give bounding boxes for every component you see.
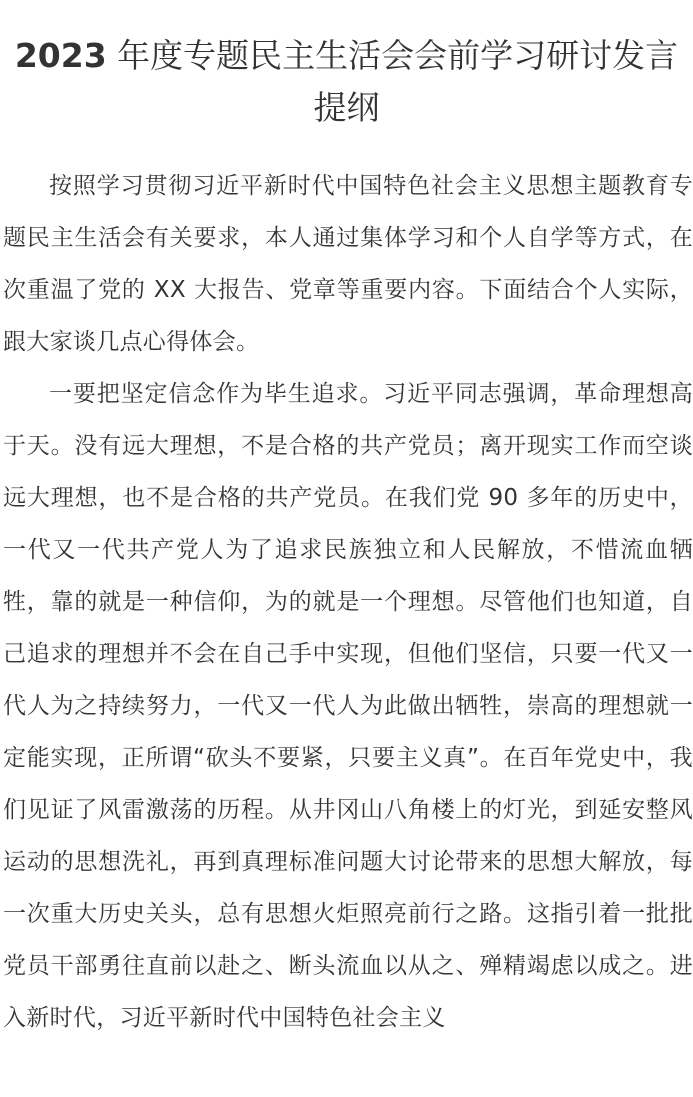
document-body <box>0 160 693 1044</box>
paragraph-intro: 按照学习贯彻习近平新时代中国特色社会主义思想主题教育专题民主生活会有关要求，本人通过集体学习和个人自学等方式，在次重温了党的 XX 大报告、党章等重要内容。下面结合个人实际，跟大家谈几点心得体会。 <box>3 173 693 355</box>
document-title <box>0 0 693 134</box>
title-year: 2023 <box>14 36 107 75</box>
paragraph-ideals: 一要把坚定信念作为毕生追求。习近平同志强调，革命理想高于天。没有远大理想，不是合格的共产党员；离开现实工作而空谈远大理想，也不是合格的共产党员。在我们党 90 多年的历史中，一代又一代共产党人为了追求民族独立和人民解放，不惜流血牺牲，靠的就是一种信仰，为的就是一个理想。尽管他们也知道，自己追求的理想并不会在自己手中实现，但他们坚信，只要一代又一代人为之持续努力，一代又一代人为此做出牺牲，崇高的理想就一定能实现，正所谓“砍头不要紧，只要主义真”。在百年党史中，我们见证了风雷激荡的历程。从井冈山八角楼上的灯光，到延安整风运动的思想洗礼，再到真理标准问题大讨论带来的思想大解放，每一次重大历史关头，总有思想火炬照亮前行之路。这指引着一批批党员干部勇往直前以赴之、断头流血以从之、殚精竭虑以成之。进入新时代，习近平新时代中国特色社会主义 <box>3 381 693 1031</box>
title-text: 年度专题民主生活会会前学习研讨发言提纲 <box>106 36 679 127</box>
